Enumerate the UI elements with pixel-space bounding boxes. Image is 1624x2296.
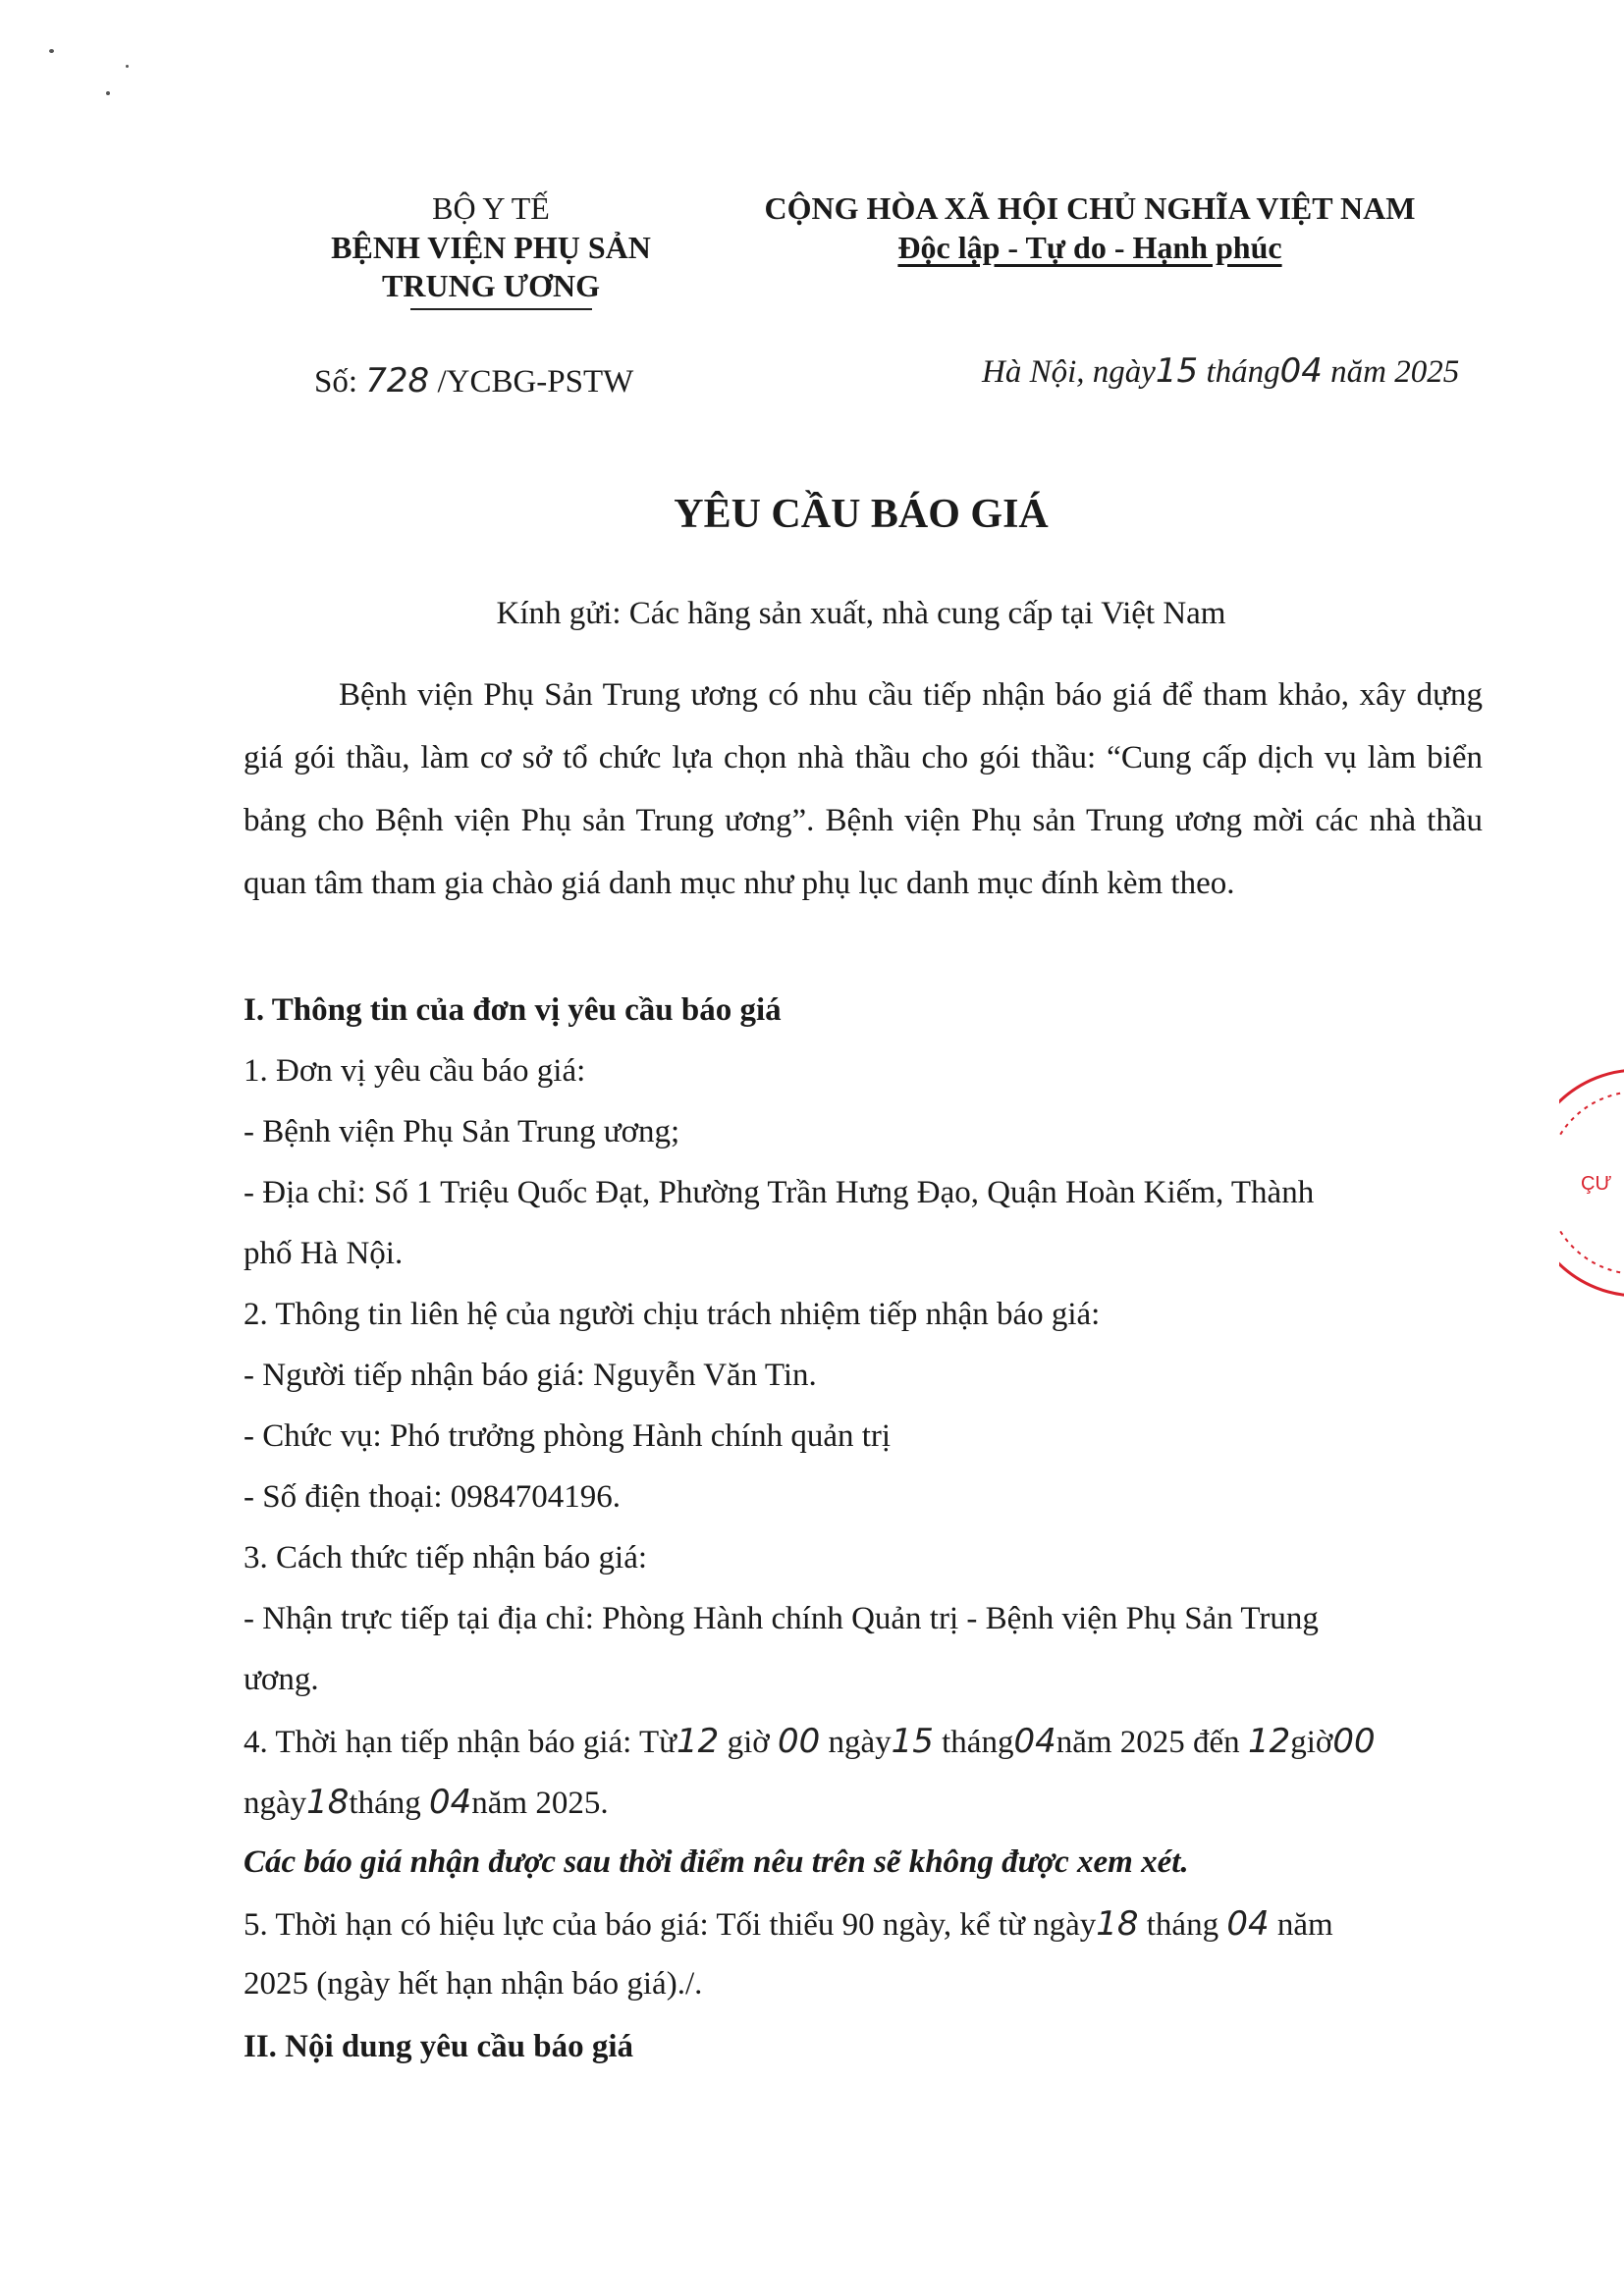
intro-paragraph: Bệnh viện Phụ Sản Trung ương có nhu cầu tiếp nhận báo giá để tham khảo, xây dựng giá gói thầu, làm cơ sở tổ chức lựa chọn nhà thầu cho gói thầu: “Cung cấp dịch vụ làm biển bảng cho Bệnh viện Phụ sản Trung ương”. Bệnh viện Phụ sản Trung ương mời các nhà thầu quan tâm tham gia chào giá danh mục như phụ lục danh mục đính kèm theo. — [244, 677, 1483, 901]
red-stamp-seal — [1559, 1060, 1624, 1306]
item5-month: 04 — [1226, 1904, 1270, 1944]
document-number — [314, 361, 633, 402]
item2-person: - Người tiếp nhận báo giá: Nguyễn Văn Tin. — [244, 1358, 817, 1393]
scan-speck — [106, 91, 110, 95]
section2-heading: II. Nội dung yêu cầu báo giá — [244, 2029, 634, 2064]
hospital-name-line1: BỆNH VIỆN PHỤ SẢN — [331, 230, 651, 265]
item3-title: 3. Cách thức tiếp nhận báo giá: — [244, 1540, 648, 1575]
item4-start-month: 04 — [1013, 1722, 1056, 1761]
item4-day-word: ngày — [828, 1725, 892, 1760]
item3-method-line1: - Nhận trực tiếp tại địa chỉ: Phòng Hành chính Quản trị - Bệnh viện Phụ Sản Trung — [244, 1601, 1319, 1636]
item5-month-word: tháng — [1146, 1907, 1219, 1943]
item4-end-month-word: tháng — [349, 1786, 421, 1821]
item2-phone: - Số điện thoại: 0984704196. — [244, 1479, 622, 1515]
item4-month-word: tháng — [942, 1725, 1014, 1760]
item4-end-day: 18 — [306, 1783, 350, 1822]
date-day: 15 — [1155, 351, 1199, 391]
date-year: năm 2025 — [1330, 354, 1460, 390]
document-number-handwritten: 728 — [365, 361, 430, 400]
recipient-line: Kính gửi: Các hãng sản xuất, nhà cung cấp tại Việt Nam — [496, 596, 1226, 631]
hospital-name-line2: TRUNG ƯƠNG — [382, 268, 600, 303]
document-number-suffix: /YCBG-PSTW — [437, 364, 634, 400]
document-title: YÊU CẦU BÁO GIÁ — [674, 492, 1049, 537]
scan-speck — [126, 65, 129, 68]
item1-address-line1: - Địa chỉ: Số 1 Triệu Quốc Đạt, Phường Trần Hưng Đạo, Quận Hoàn Kiếm, Thành — [244, 1175, 1315, 1210]
header-left-underline — [410, 308, 592, 310]
item4-deadline-line2 — [244, 1783, 609, 1824]
item2-position: - Chức vụ: Phó trưởng phòng Hành chính quản trị — [244, 1418, 892, 1454]
country-name: CỘNG HÒA XÃ HỘI CHỦ NGHĨA VIỆT NAM — [764, 190, 1416, 226]
section1-heading: I. Thông tin của đơn vị yêu cầu báo giá — [244, 992, 782, 1028]
item4-year-to: năm 2025 đến — [1056, 1725, 1240, 1760]
document-number-prefix: Số: — [314, 364, 358, 400]
item5-day: 18 — [1096, 1904, 1139, 1944]
item4-end-hour-word: giờ — [1290, 1725, 1333, 1760]
late-submission-note: Các báo giá nhận được sau thời điểm nêu trên sẽ không được xem xét. — [244, 1844, 1189, 1880]
item4-hour-word: giờ — [727, 1725, 770, 1760]
item4-end-day-word: ngày — [244, 1786, 307, 1821]
date-line — [982, 351, 1459, 393]
item1-name: - Bệnh viện Phụ Sản Trung ương; — [244, 1114, 680, 1149]
date-month-label: tháng — [1206, 354, 1280, 390]
item1-address-line2: phố Hà Nội. — [244, 1236, 404, 1271]
item4-deadline-line1 — [244, 1722, 1376, 1763]
ministry-name: BỘ Y TẾ — [432, 190, 550, 226]
item4-end-minute: 00 — [1332, 1722, 1376, 1761]
item4-end-year: năm 2025. — [471, 1786, 609, 1821]
item3-method-line2: ương. — [244, 1662, 319, 1697]
item1-title: 1. Đơn vị yêu cầu báo giá: — [244, 1053, 586, 1089]
item4-start-day: 15 — [891, 1722, 934, 1761]
item5-label: 5. Thời hạn có hiệu lực của báo giá: Tối thiểu 90 ngày, kể từ ngày — [244, 1907, 1097, 1943]
item5-validity-line1 — [244, 1904, 1333, 1946]
item4-start-hour: 12 — [677, 1722, 720, 1761]
item5-year-word: năm — [1276, 1907, 1333, 1943]
svg-text:ÇƯ: ÇƯ — [1581, 1173, 1612, 1195]
item5-validity-line2: 2025 (ngày hết hạn nhận báo giá)./. — [244, 1966, 703, 2002]
scan-speck — [49, 49, 54, 53]
date-month: 04 — [1279, 351, 1323, 391]
national-motto: Độc lập - Tự do - Hạnh phúc — [897, 230, 1282, 265]
item2-title: 2. Thông tin liên hệ của người chịu trách nhiệm tiếp nhận báo giá: — [244, 1297, 1101, 1332]
item4-end-month: 04 — [429, 1783, 472, 1822]
date-place: Hà Nội, ngày — [982, 354, 1156, 390]
item4-end-hour: 12 — [1247, 1722, 1291, 1761]
item4-label: 4. Thời hạn tiếp nhận báo giá: Từ — [244, 1725, 677, 1760]
item4-start-minute: 00 — [777, 1722, 821, 1761]
